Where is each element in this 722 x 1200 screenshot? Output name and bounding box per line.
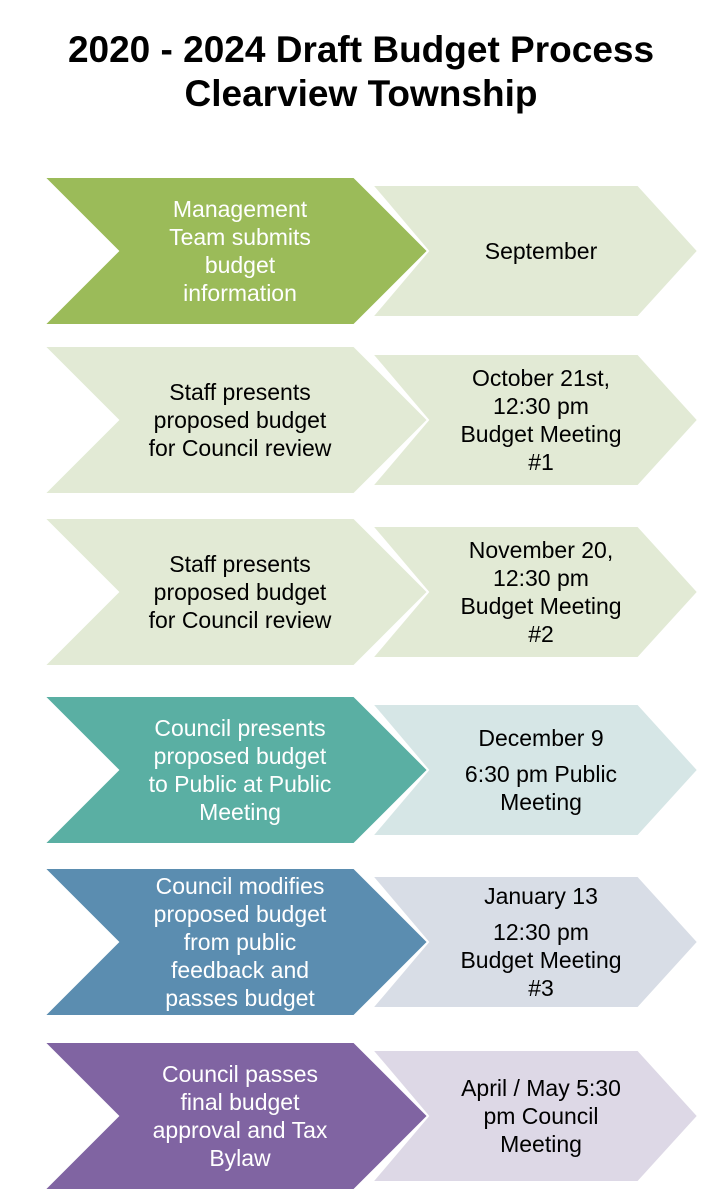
- action-line: approval and Tax: [152, 1117, 328, 1143]
- diagram-title: [0, 28, 722, 116]
- action-line: Council passes: [162, 1061, 318, 1087]
- timing-line: #2: [528, 621, 554, 647]
- timing-line: Meeting: [500, 1131, 582, 1157]
- action-text: [122, 696, 358, 844]
- action-text: [122, 1042, 358, 1190]
- timing-line: January 13: [484, 883, 598, 909]
- timing-text: [434, 185, 648, 317]
- action-chevron: [44, 346, 428, 494]
- timing-line: November 20,: [468, 537, 614, 563]
- action-chevron: [44, 518, 428, 666]
- timing-line: December 9: [478, 725, 604, 751]
- timing-line: 12:30 pm: [493, 393, 589, 419]
- timing-line: Meeting: [500, 789, 582, 815]
- action-line: passes budget: [165, 985, 315, 1011]
- timing-line: Budget Meeting: [460, 947, 622, 973]
- timing-line: October 21st,: [471, 365, 611, 391]
- action-line: final budget: [180, 1089, 300, 1115]
- action-line: Team submits: [169, 224, 311, 250]
- action-line: Council modifies: [155, 873, 325, 899]
- action-line: Staff presents: [169, 551, 311, 577]
- action-line: Staff presents: [169, 379, 311, 405]
- action-text: [122, 868, 358, 1016]
- timing-line: pm Council: [483, 1103, 599, 1129]
- action-text: [122, 346, 358, 494]
- action-line: feedback and: [170, 957, 310, 983]
- process-step: [0, 868, 722, 1016]
- action-line: for Council review: [148, 435, 332, 461]
- timing-text: [434, 526, 648, 658]
- action-line: information: [183, 280, 297, 306]
- action-line: proposed budget: [153, 901, 327, 927]
- process-step: [0, 1042, 722, 1190]
- action-text: [122, 177, 358, 325]
- timing-line: #3: [528, 975, 554, 1001]
- process-step: [0, 696, 722, 844]
- timing-line: 12:30 pm: [493, 565, 589, 591]
- title-line-2: Clearview Township: [184, 73, 538, 114]
- timing-text: [434, 354, 648, 486]
- action-line: from public: [183, 929, 297, 955]
- timing-line: Budget Meeting: [460, 421, 622, 447]
- action-line: for Council review: [148, 607, 332, 633]
- action-chevron: [44, 1042, 428, 1190]
- process-step: [0, 518, 722, 666]
- timing-line: April / May 5:30: [461, 1075, 621, 1101]
- timing-line: 6:30 pm Public: [464, 761, 618, 787]
- timing-line: Budget Meeting: [460, 593, 622, 619]
- timing-text: [434, 704, 648, 836]
- action-line: to Public at Public: [148, 771, 332, 797]
- action-text: [122, 518, 358, 666]
- action-chevron: [44, 868, 428, 1016]
- timing-line: September: [484, 238, 598, 264]
- action-line: Council presents: [154, 715, 326, 741]
- action-chevron: [44, 177, 428, 325]
- action-line: Management: [172, 196, 308, 222]
- timing-line: 12:30 pm: [493, 919, 589, 945]
- action-line: proposed budget: [153, 407, 327, 433]
- action-chevron: [44, 696, 428, 844]
- process-step: [0, 177, 722, 325]
- timing-line: #1: [528, 449, 554, 475]
- action-line: proposed budget: [153, 579, 327, 605]
- action-line: Meeting: [199, 799, 281, 825]
- title-line-1: 2020 - 2024 Draft Budget Process: [67, 29, 655, 70]
- action-line: proposed budget: [153, 743, 327, 769]
- timing-text: [434, 1050, 648, 1182]
- action-line: budget: [204, 252, 276, 278]
- timing-text: [434, 876, 648, 1008]
- action-line: Bylaw: [209, 1145, 271, 1171]
- process-step: [0, 346, 722, 494]
